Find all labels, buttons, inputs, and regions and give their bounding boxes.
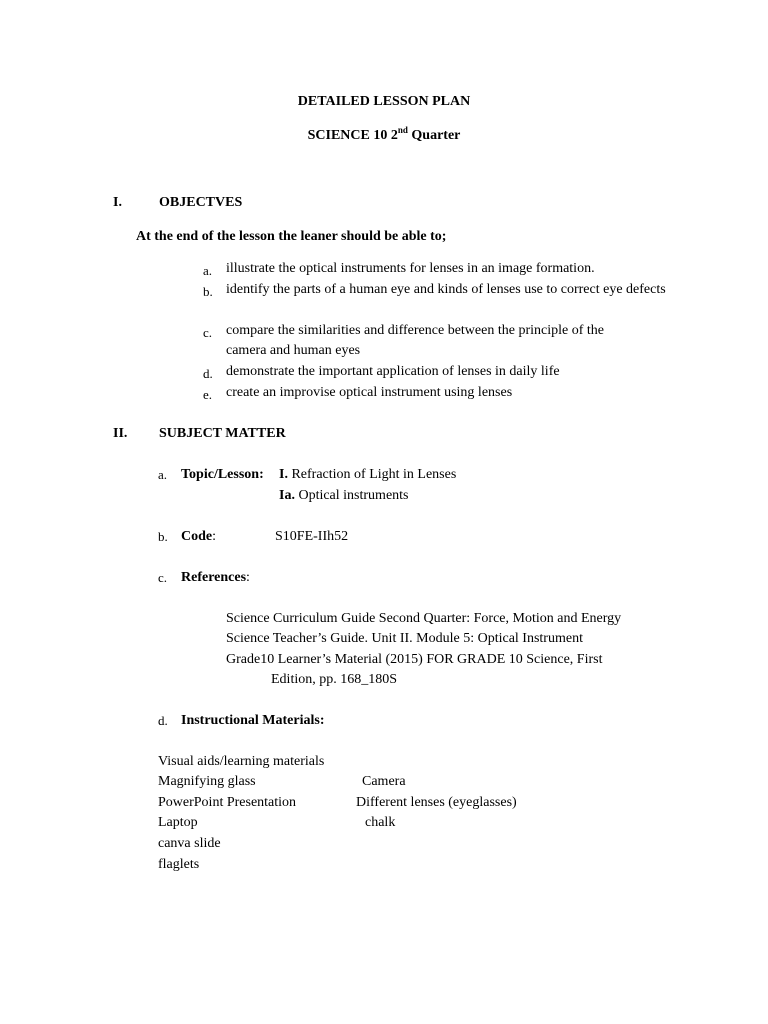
code-label: Code <box>181 529 213 544</box>
topic-line-2-text: Optical instruments <box>294 488 409 503</box>
topic-line-1 <box>279 466 456 484</box>
material-item: PowerPoint Presentation <box>158 795 297 810</box>
objective-letter: d. <box>203 366 213 381</box>
subject-matter-heading: SUBJECT MATTER <box>159 426 286 441</box>
reference-line: Grade10 Learner’s Material (2015) FOR GRADE 10 Science, First <box>226 652 603 667</box>
objective-text: identify the parts of a human eye and kinds of lenses use to correct eye defects <box>226 282 666 297</box>
objective-text: illustrate the optical instruments for lenses in an image formation. <box>226 261 595 276</box>
objective-letter: c. <box>203 325 213 340</box>
materials-label: Instructional Materials: <box>181 713 325 728</box>
objective-text: create an improvise optical instrument using lenses <box>226 385 513 400</box>
code-colon: : <box>212 529 217 544</box>
references-label: References <box>181 570 247 585</box>
subtitle-main: SCIENCE 10 2 <box>307 128 398 143</box>
document-subtitle <box>0 127 768 145</box>
objective-text: demonstrate the important application of lenses in daily life <box>226 364 560 379</box>
objective-letter: b. <box>203 284 213 299</box>
objective-letter: e. <box>203 387 213 402</box>
topic-letter: a. <box>158 467 168 482</box>
references-letter: c. <box>158 570 168 585</box>
topic-line-2 <box>279 487 409 505</box>
document-title: DETAILED LESSON PLAN <box>297 94 471 109</box>
objectives-numeral: I. <box>113 195 122 210</box>
materials-letter: d. <box>158 713 168 728</box>
reference-line: Science Curriculum Guide Second Quarter: Force, Motion and Energy <box>226 611 622 626</box>
topic-label: Topic/Lesson: <box>181 467 264 482</box>
topic-line-1-numeral: I. <box>279 467 288 482</box>
subject-matter-numeral: II. <box>113 426 128 441</box>
objective-text: compare the similarities and difference between the principle of the camera and human eyes <box>226 323 604 358</box>
material-item: canva slide <box>158 836 221 851</box>
code-label-wrap <box>181 528 216 546</box>
code-letter: b. <box>158 529 168 544</box>
subtitle-superscript: nd <box>397 125 408 135</box>
subtitle-rest: Quarter <box>407 128 461 143</box>
reference-line: Science Teacher’s Guide. Unit II. Module 5: Optical Instrument <box>226 631 583 646</box>
material-item: Visual aids/learning materials <box>158 754 325 769</box>
topic-line-2-numeral: Ia. <box>279 488 295 503</box>
code-value: S10FE-IIh52 <box>275 529 349 544</box>
references-colon: : <box>246 570 250 585</box>
references-label-wrap <box>181 569 250 587</box>
objectives-intro: At the end of the lesson the leaner should be able to; <box>136 229 447 244</box>
material-item: chalk <box>365 815 396 830</box>
topic-line-1-text: Refraction of Light in Lenses <box>287 467 457 482</box>
objective-letter: a. <box>203 263 213 278</box>
material-item: Camera <box>362 774 406 789</box>
material-item: Laptop <box>158 815 198 830</box>
reference-line: Edition, pp. 168_180S <box>271 672 398 687</box>
material-item: Magnifying glass <box>158 774 256 789</box>
material-item: Different lenses (eyeglasses) <box>356 795 517 810</box>
objectives-heading: OBJECTVES <box>159 195 243 210</box>
material-item: flaglets <box>158 857 200 872</box>
